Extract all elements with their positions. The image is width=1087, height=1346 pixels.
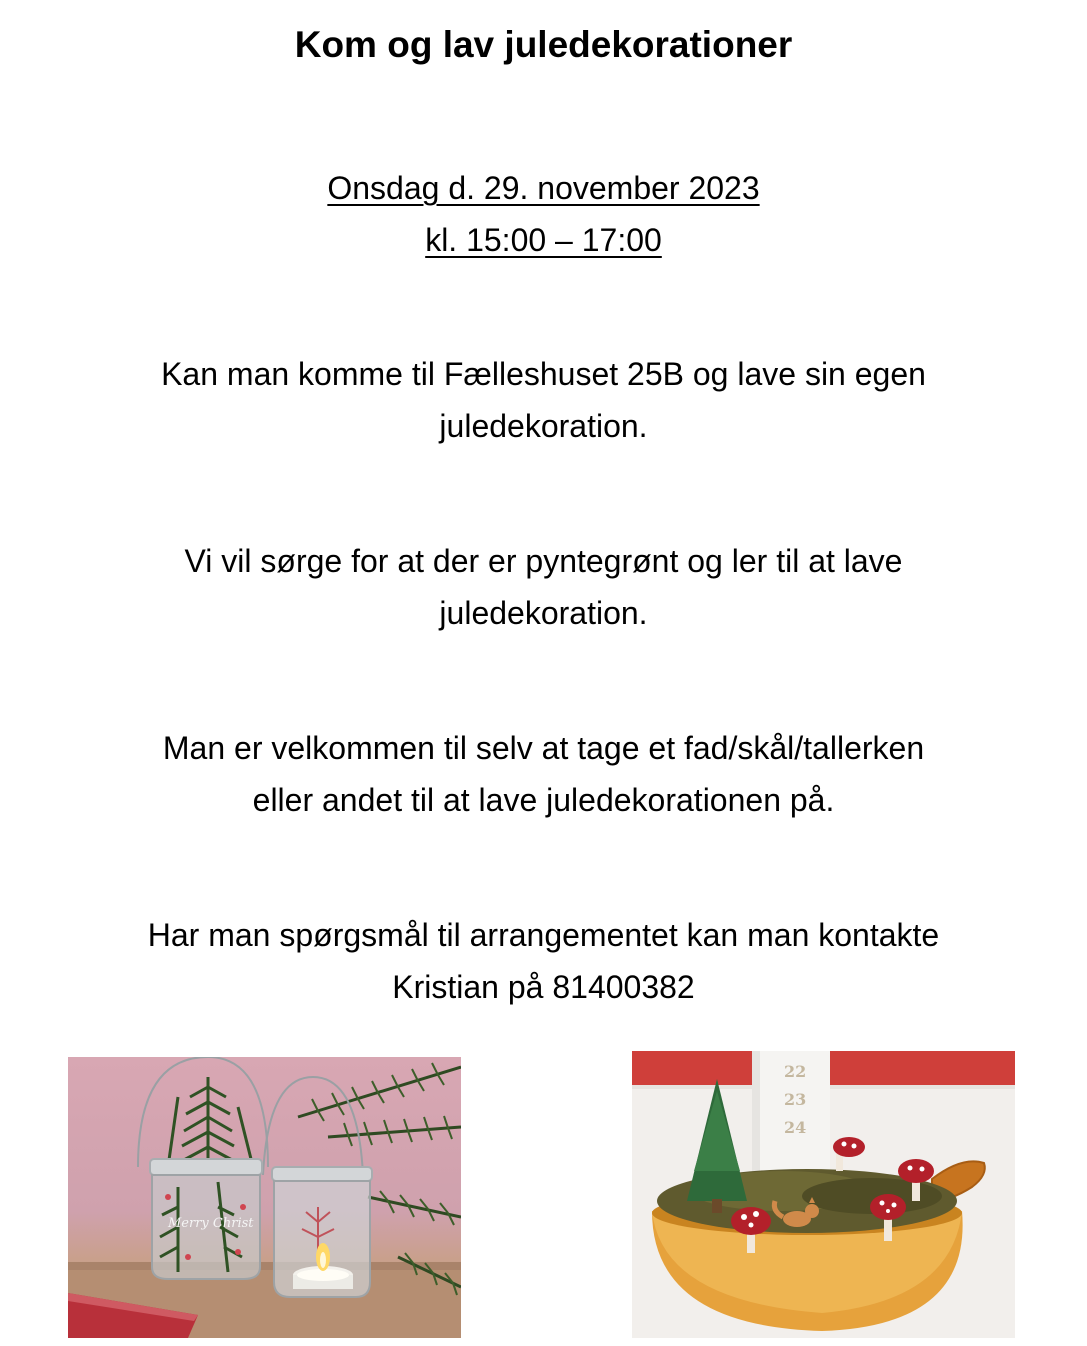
paragraph-contact [60,909,1027,1013]
event-time: kl. 15:00 – 17:00 [425,222,662,258]
paragraph-line: Kan man komme til Fælleshuset 25B og lave sin egen [161,356,926,392]
paragraph-bring-own [60,722,1027,826]
candle-number-23: 23 [784,1090,807,1109]
candle-number-22: 22 [784,1062,807,1081]
paragraph-line: Har man spørgsmål til arrangementet kan man kontakte [147,917,940,953]
paragraph-line: Kristian på 81400382 [392,969,695,1005]
photo-glass-jars [68,1057,461,1338]
glass-jars-illustration [68,1057,461,1338]
page-title: Kom og lav juledekorationer [294,24,793,65]
event-date-time [0,162,1087,266]
paragraph-line: eller andet til at lave juledekorationen på. [252,782,835,818]
photo-advent-bowl [632,1051,1015,1338]
event-date: Onsdag d. 29. november 2023 [327,170,760,206]
paragraph-location [60,348,1027,452]
paragraph-line: Man er velkommen til selv at tage et fad/skål/tallerken [162,730,925,766]
jar-label-text: Merry Christ [168,1216,254,1231]
candle-number-24: 24 [784,1118,807,1137]
paragraph-materials [60,535,1027,639]
advent-bowl-illustration [632,1051,1015,1338]
paragraph-line: Vi vil sørge for at der er pyntegrønt og ler til at lave [184,543,903,579]
paragraph-line: juledekoration. [439,408,648,444]
paragraph-line: juledekoration. [439,595,648,631]
